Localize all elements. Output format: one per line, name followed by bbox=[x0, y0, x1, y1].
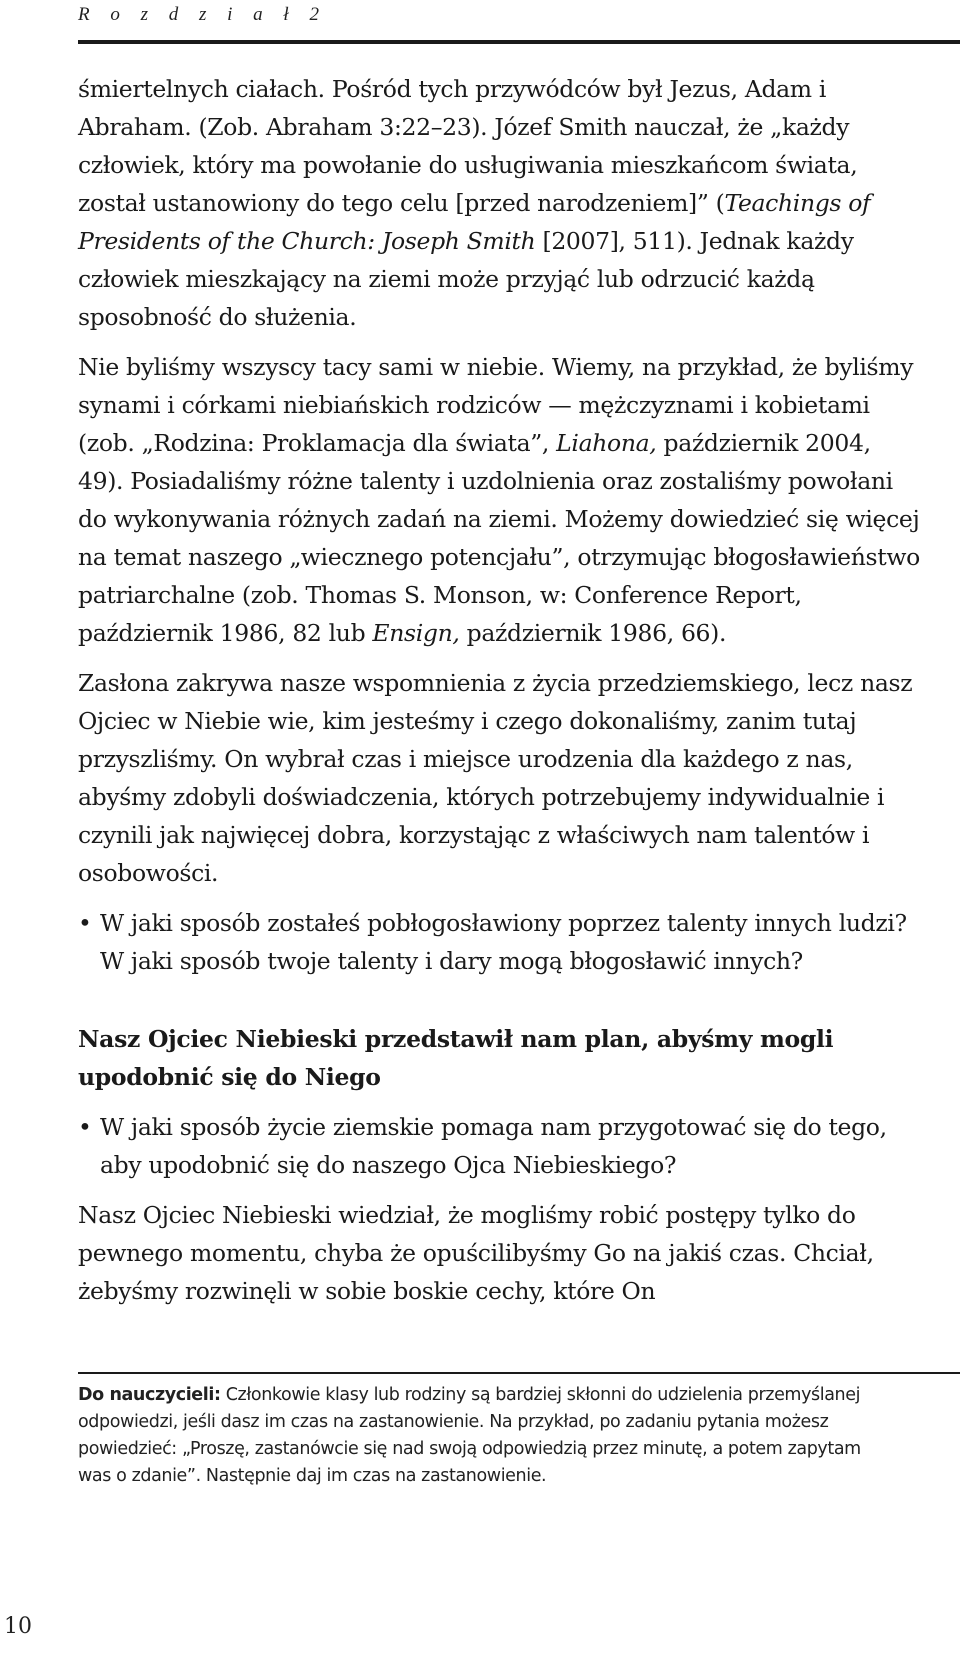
teacher-note-label: Do nauczycieli: bbox=[78, 1385, 221, 1405]
section-heading: Nasz Ojciec Niebieski przedstawił nam plan, abyśmy mogli upodobnić się do Niego bbox=[78, 1025, 834, 1091]
bullet-question-2-text: W jaki sposób życie ziemskie pomaga nam przygotować się do tego, aby upodobnić się do naszego Ojca Niebieskiego? bbox=[100, 1113, 887, 1179]
page-content bbox=[78, 70, 922, 1310]
bullet-dot-icon: • bbox=[78, 1113, 92, 1141]
teacher-note-rule bbox=[78, 1372, 960, 1374]
paragraph-1 bbox=[78, 70, 922, 336]
bullet-question-2 bbox=[78, 1108, 922, 1184]
bullet-dot-icon: • bbox=[78, 909, 92, 937]
paragraph-2 bbox=[78, 348, 922, 652]
bullet-question-1 bbox=[78, 904, 922, 980]
paragraph-2-text-b: październik 2004, 49). Posiadaliśmy różne talenty i uzdolnienia oraz zostaliśmy powołani do wykonywania różnych zadań na ziemi. Możemy dowiedzieć się więcej na temat naszego „wiecznego potencjału”, otrzymując błogosławieństwo patriarchalne (zob. Thomas S. Monson, w: Conference Report, październik 1986, 82 lub bbox=[78, 429, 920, 647]
paragraph-2-text-a: Nie byliśmy wszyscy tacy sami w niebie. Wiemy, na przykład, że byliśmy synami i córkami niebiańskich rodziców — mężczyznami i kobietami (zob. „Rodzina: Proklamacja dla świata”, bbox=[78, 353, 914, 457]
paragraph-3: Zasłona zakrywa nasze wspomnienia z życia przedziemskiego, lecz nasz Ojciec w Niebie wie, kim jesteśmy i czego dokonaliśmy, zanim tutaj przyszliśmy. On wybrał czas i miejsce urodzenia dla każdego z nas, abyśmy zdobyli doświadczenia, których potrzebujemy indywidualnie i czynili jak najwięcej dobra, korzystając z właściwych nam talentów i osobowości. bbox=[78, 669, 913, 887]
teacher-note-text: Członkowie klasy lub rodziny są bardziej skłonni do udzielenia przemyślanej odpowiedzi, jeśli dasz im czas na zastanowienie. Na przykład, po zadaniu pytania możesz powiedzieć: „Proszę, zastanówcie się nad swoją odpowiedzią przez minutę, a potem zapytam was o zdanie”. Następnie daj im czas na zastanowienie. bbox=[78, 1385, 861, 1486]
paragraph-1-text-a: śmiertelnych ciałach. Pośród tych przywódców był Jezus, Adam i Abraham. (Zob. Abraham 3:22–23). Józef Smith nauczał, że „każdy człowiek, który ma powołanie do usługiwania mieszkańcom świata, został ustanowiony do tego celu [przed narodzeniem]” ( bbox=[78, 75, 858, 217]
teacher-note bbox=[78, 1382, 898, 1490]
chapter-header: R o z d z i a ł 2 bbox=[78, 4, 327, 25]
paragraph-1-text-b: [2007], 511). Jednak każdy człowiek mieszkający na ziemi może przyjąć lub odrzucić każdą sposobność do służenia. bbox=[78, 227, 854, 331]
paragraph-2-italic-ensign: Ensign, bbox=[372, 619, 460, 647]
paragraph-2-italic-liahona: Liahona, bbox=[556, 429, 657, 457]
page-number: 10 bbox=[4, 1614, 32, 1639]
paragraph-4: Nasz Ojciec Niebieski wiedział, że mogliśmy robić postępy tylko do pewnego momentu, chyba że opuścilibyśmy Go na jakiś czas. Chciał, żebyśmy rozwinęli w sobie boskie cechy, które On bbox=[78, 1201, 874, 1305]
bullet-question-1-text: W jaki sposób zostałeś pobłogosławiony poprzez talenty innych ludzi? W jaki sposób twoje talenty i dary mogą błogosławić innych? bbox=[100, 909, 907, 975]
paragraph-1-italic-title: Teachings of Presidents of the Church: Joseph Smith bbox=[78, 189, 871, 255]
header-rule bbox=[78, 40, 960, 44]
paragraph-2-text-c: październik 1986, 66). bbox=[459, 619, 727, 647]
